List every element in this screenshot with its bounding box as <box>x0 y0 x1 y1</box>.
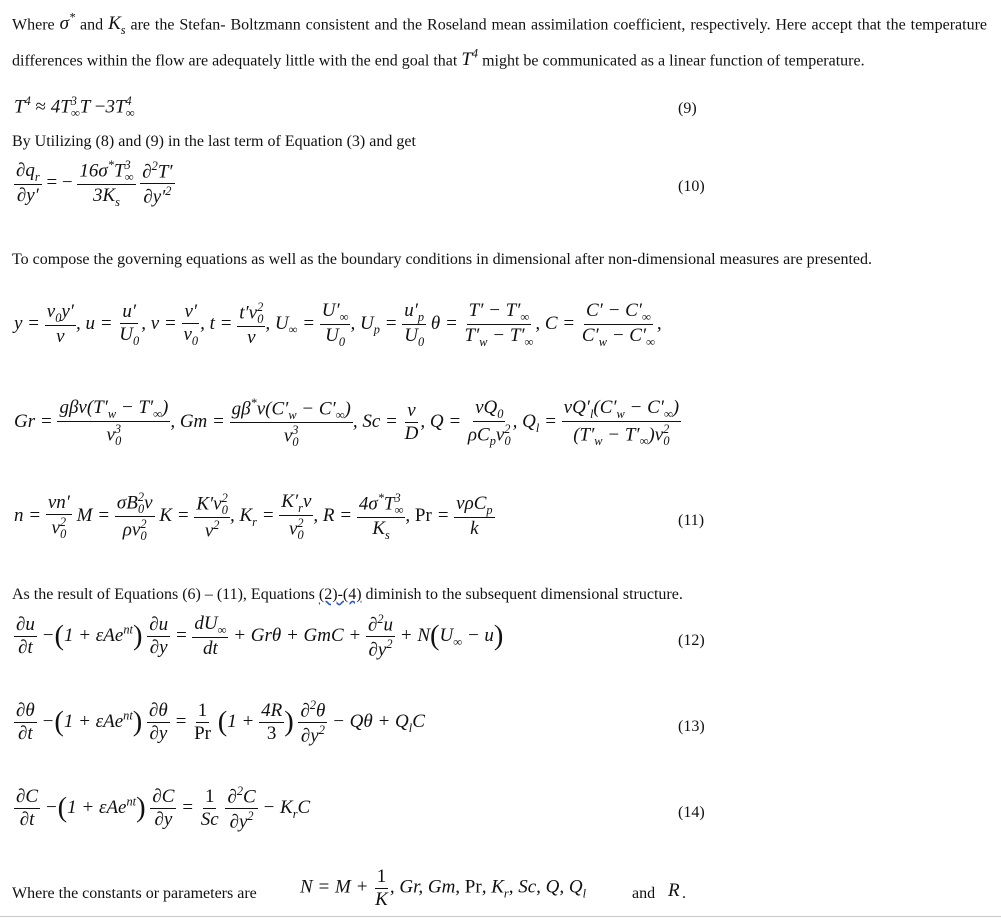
text-equations-ref: (2)-(4) <box>318 586 362 603</box>
equation-12: $\frac{\partial u}{\partial t}$ −(1 + εAe$^{nt}$) $\frac{\partial u}{\partial y}$ = $\frac{dU_\infty}{dt}$ + Grθ + GmC + $\frac{\partial^2u}{\partial y^2}$ + $N(U_\infty - u)$ (12) <box>16 612 705 661</box>
nondimensional-row-2: Gr = $\frac{g\beta\nu(T'_w - T'_\infty)}{v^3_0}$ , Gm = $\frac{g\beta^*\nu(C'_w - C'_\infty)}{v^3_0}$ , Sc = $\frac{\nu}{D}$ , Q = $\frac{\nu Q_0}{\rho C_pv^2_0}$ , $Q_l$ = $\frac{\nu Q'_l(C'_w - C'_\infty)}{(T'_w - T'_\infty)v^2_0}$ <box>14 396 680 450</box>
text-where: Where <box>12 16 55 34</box>
equation-11: n = $\frac{\nu n'}{v^2_0}$ M = $\frac{\sigma B^2_0\nu}{\rho v^2_0}$ K = $\frac{K'v^2_0}{\nu^2}$ , $K_r$ = $\frac{K'_r\nu}{v^2_0}$ , R = $\frac{4\sigma^*T^3_\infty}{K_s}$ , Pr = $\frac{\nu\rho C_p}{k}$ (11) <box>14 490 705 544</box>
nondimensional-row-1: y = $\frac{v_0y'}{\nu}$ , u = $\frac{u'}{U_0}$ , v = $\frac{v'}{v_0}$ , t = $\frac{t'v^2_0}{\nu}$ , $U_\infty$ = $\frac{U'_\infty}{U_0}$ , $U_p$ = $\frac{u'_p}{U_0}$ θ = $\frac{T' - T'_\infty}{T'_w - T'_\infty}$ , C = $\frac{C' - C'_\infty}{C'_w - C'_\infty}$ , <box>14 300 662 349</box>
text-constants-and: and <box>632 885 656 902</box>
paragraph-compose: To compose the governing equations as well as the boundary conditions in dimensional after non-dimensional measures are presented. <box>12 251 872 268</box>
equation-number-12: (12) <box>678 632 705 649</box>
equation-number-10: (10) <box>678 178 705 195</box>
text-definition: are the Stefan- Boltzmann consistent and the Roseland mean assimilation coefficient, respectively. Here accept that the temperature differences within the flow are adequately little with the end goal that <box>12 16 988 70</box>
equation-14: $\frac{\partial C}{\partial t}$ −(1 + εAe$^{nt}$) $\frac{\partial C}{\partial y}$ = $\frac{1}{Sc}$ $\frac{\partial^2C}{\partial y^2}$ − $K_rC$ (14) <box>16 784 705 833</box>
page-bottom-rule <box>0 916 1001 917</box>
text-result-c: diminish to the subsequent dimensional structure. <box>365 586 683 603</box>
paragraph-result <box>12 583 987 607</box>
equation-number-9: (9) <box>678 100 697 117</box>
text-and: and <box>80 16 104 34</box>
equation-number-14: (14) <box>678 804 705 821</box>
paragraph-utilizing: By Utilizing (8) and (9) in the last term of Equation (3) and get <box>12 133 416 150</box>
text-linear-function: might be communicated as a linear function of temperature. <box>482 52 865 70</box>
text-result-a: As the result of Equations (6) – (11), Equations <box>12 586 315 603</box>
equation-number-11: (11) <box>678 512 705 529</box>
paragraph-stefan-boltzmann: Where σ* and $K_s$ are the Stefan- Boltzmann consistent and the Roseland mean assimilation coefficient, respectively. Here accept that the temperature differences within the flow are adequately little with the end goal that $T^4$ might be communicated as a linear function of temperature. <box>12 11 988 71</box>
equation-9: $T^4 \approx 4T^3_\infty T -3T^4_\infty$ (9) <box>14 94 697 121</box>
equation-number-13: (13) <box>678 718 705 735</box>
equation-10: $\frac{\partial q_r}{\partial y'}$ = − $\frac{16\sigma^*T^3_\infty}{3K_s}$ $\frac{\partial^2T'}{\partial y'^2}$ (10) <box>16 158 705 210</box>
equation-13: $\frac{\partial\theta}{\partial t}$ −(1 + εAe$^{nt}$) $\frac{\partial\theta}{\partial y}$ = $\frac{1}{Pr}$ (1 + $\frac{4R}{3}$ ) $\frac{\partial^2\theta}{\partial y^2}$ − $Q\theta + Q_lC$ (13) <box>16 698 705 747</box>
text-constants-a: Where the constants or parameters are <box>12 885 257 902</box>
paragraph-constants: Where the constants or parameters are N = M + $\frac{1}{K}$ , Gr, Gm, Pr, $K_r$, Sc, Q, $Q_l$ and R . <box>12 866 686 910</box>
